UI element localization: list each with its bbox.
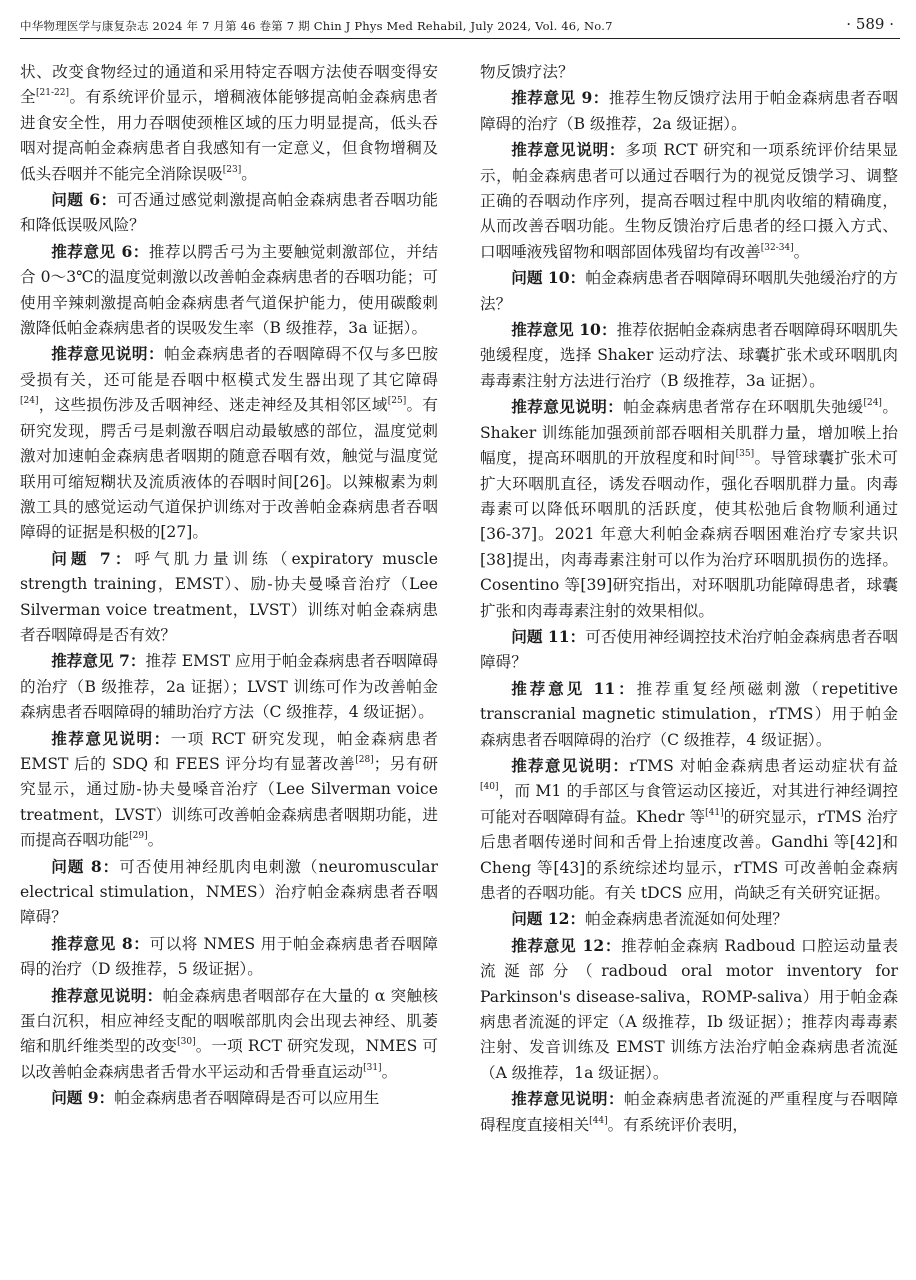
paragraph [480,137,898,265]
paragraph-text: 帕金森病患者常存在环咽肌失弛缓 [623,398,864,417]
paragraph [20,341,438,545]
paragraph [20,60,438,187]
paragraph-text: 推荐帕金森病 Radboud 口腔运动量表流涎部分（radboud oral motor inventory for Parkinson's disease-saliva，ROMP-saliva）用于帕金森病患者流涎的评定（A 级推荐，Ib 级证据）；推荐肉毒毒素注射、发音训练及 EMST 训练方法治疗帕金森病患者流涎（A 级推荐，1a 级证据）。 [480,936,898,1082]
citation-ref: [25] [387,396,407,407]
paragraph-text: 推荐 EMST 应用于帕金森病患者吞咽障碍的治疗（B 级推荐，2a 证据）；LVST 训练可作为改善帕金森病患者吞咽障碍的辅助治疗方法（C 级推荐，4 级证据）。 [20,652,438,722]
paragraph [20,1085,438,1111]
paragraph [480,624,898,676]
paragraph-text: 帕金森病患者吞咽障碍是否可以应用生 [114,1089,380,1108]
paragraph-text: 。一项 RCT 研究发现，NMES 可以改善帕金森病患者舌骨水平运动和舌骨垂直运动 [20,1037,438,1081]
paragraph-text: 状、改变食物经过的通道和采用特定吞咽方法使吞咽变得安全 [20,63,438,107]
left-column [20,60,438,1112]
paragraph [480,676,898,753]
paragraph-text: 。导管球囊扩张术可扩大环咽肌直径，诱发吞咽动作，强化吞咽肌群力量。肉毒毒素可以降低环咽肌的活跃度，使其松弛后食物顺利通过[36-37]。2021 年意大利帕金森病吞咽困难治疗专家共识[38]提出，肉毒毒素注射可以作为治疗环咽肌损伤的选择。Cosentino 等[39]研究指出，对环咽肌功能障碍患者，球囊扩张和肉毒毒素注射的效果相似。 [480,449,898,620]
paragraph-lead: 推荐意见说明： [511,140,626,160]
paragraph [480,394,898,624]
paragraph-lead: 问题 10： [511,268,586,288]
paragraph-lead: 推荐意见说明： [511,1089,625,1109]
paragraph-lead: 推荐意见说明： [51,344,165,364]
paragraph-lead: 问题 12： [511,909,586,929]
paragraph-lead: 问题 7： [51,548,135,568]
paragraph [480,933,898,1086]
paragraph [20,726,438,854]
paragraph-lead: 问题 9： [51,1088,115,1108]
paragraph-text: ，而 M1 的手部区与食管运动区接近，对其进行神经调控可能对吞咽障碍有益。Khedr 等 [480,782,898,826]
paragraph-lead: 推荐意见 9： [511,88,609,108]
paragraph [480,1086,898,1138]
paragraph-text: 帕金森病患者的吞咽障碍不仅与多巴胺受损有关，还可能是吞咽中枢模式发生器出现了其它障碍 [20,345,438,389]
paragraph [20,931,438,983]
paragraph-text: 推荐依据帕金森病患者吞咽障碍环咽肌失弛缓程度，选择 Shaker 运动疗法、球囊扩张术或环咽肌肉毒毒素注射方法进行治疗（B 级推荐，3a 证据）。 [480,321,898,390]
paragraph-lead: 推荐意见 12： [511,935,622,955]
paragraph-text: 。 [241,164,257,183]
citation-ref: [35] [735,449,755,460]
paragraph-text: 可否使用神经肌肉电刺激（neuromuscular electrical stimulation，NMES）治疗帕金森病患者吞咽障碍？ [20,857,438,927]
journal-info: 中华物理医学与康复杂志 2024 年 7 月第 46 卷第 7 期 Chin J Phys Med Rehabil, July 2024, Vol. 46, No.7 [20,19,613,33]
paragraph-lead: 推荐意见 11： [511,678,637,698]
citation-ref: [21-22] [36,88,70,99]
paragraph-text: 帕金森病患者吞咽障碍环咽肌失弛缓治疗的方法？ [480,269,898,313]
paragraph [480,265,898,317]
right-column [480,60,898,1138]
paragraph [480,906,898,932]
citation-ref: [32-34] [760,242,794,253]
paragraph [20,187,438,239]
running-header [20,14,900,39]
page-number: · 589 · [846,15,894,33]
paragraph-lead: 推荐意见说明： [51,985,163,1005]
paragraph-text: 。 [381,1062,398,1081]
citation-ref: [24] [863,398,882,409]
paragraph [20,983,438,1086]
paragraph-text: 帕金森病患者咽部存在大量的 α 突触核蛋白沉积，相应神经支配的咽喉部肌肉会出现去神经、肌萎缩和肌纤维类型的改变 [20,986,438,1056]
paragraph-lead: 问题 11： [511,626,586,646]
paragraph-text: 一项 RCT 研究发现，帕金森病患者 EMST 后的 SDQ 和 FEES 评分均有显著改善 [20,729,438,773]
paragraph-text: 。 [793,242,810,261]
citation-ref: [23] [222,164,242,175]
paragraph-text: 呼气肌力量训练（expiratory muscle strength training，EMST）、励-协夫曼嗓音治疗（Lee Silverman voice treatment，LVST）训练对帕金森病患者吞咽障碍是否有效？ [20,549,439,644]
paragraph-text: ，这些损伤涉及舌咽神经、迷走神经及其相邻区域 [38,396,388,415]
citation-ref: [29] [129,831,148,842]
paragraph-text: 多项 RCT 研究和一项系统评价结果显示，帕金森病患者可以通过吞咽行为的视觉反馈学习、调整正确的吞咽动作序列，提高吞咽过程中肌肉收缩的精确度，从而改善吞咽功能。生物反馈治疗后患者的经口摄入方式、口咽唾液残留物和咽部固体残留均有改善 [480,141,898,261]
paragraph [20,648,438,725]
paragraph-lead: 推荐意见说明： [511,755,630,775]
paragraph-text: 。有研究发现，腭舌弓是刺激吞咽启动最敏感的部位，温度觉刺激对加速帕金森病患者咽期的随意吞咽有效，触觉与温度觉联用可缩短糊状及流质液体的吞咽时间[26]。以辣椒素为刺激工具的感觉运动气道保护训练对于改善帕金森病患者吞咽障碍的证据是积极的[27]。 [20,396,438,542]
paragraph-text: 推荐重复经颅磁刺激（repetitive transcranial magnetic stimulation，rTMS）用于帕金森病患者吞咽障碍的治疗（C 级推荐，4 级证据）。 [480,679,898,749]
paragraph-lead: 问题 8： [51,856,120,876]
paragraph-text: 。有系统评价表明， [607,1115,749,1134]
paragraph [20,854,438,931]
paragraph-text: 可否通过感觉刺激提高帕金森病患者吞咽功能和降低误吸风险？ [20,191,438,235]
paragraph-text: 的研究显示，rTMS 治疗后患者咽传递时间和舌骨上抬速度改善。Gandhi 等[42]和 Cheng 等[43]的系统综述均显示，rTMS 可改善帕金森病患者的吞咽功能。有关 tDCS 应用，尚缺乏有关研究证据。 [480,807,898,902]
paragraph-text: 。 [147,831,164,850]
citation-ref: [31] [363,1062,382,1073]
paragraph-text: 物反馈疗法？ [480,63,574,81]
paragraph-lead: 推荐意见 6： [51,241,149,261]
paragraph-lead: 推荐意见 8： [51,933,150,953]
paragraph-lead: 推荐意见 10： [511,320,617,340]
paragraph-text: 。有系统评价显示，增稠液体能够提高帕金森病患者进食安全性，用力吞咽使颈椎区域的压力明显提高，低头吞咽对提高帕金森病患者自我感知有一定意义，但食物增稠及低头吞咽并不能完全消除误吸 [20,88,438,183]
paragraph [20,546,438,649]
paragraph-text: 可以将 NMES 用于帕金森病患者吞咽障碍的治疗（D 级推荐，5 级证据）。 [20,934,439,979]
citation-ref: [40] [480,782,499,793]
citation-ref: [24] [20,396,39,407]
paragraph-lead: 推荐意见说明： [511,397,624,417]
citation-ref: [44] [589,1115,608,1126]
paragraph-text: 帕金森病患者流涎的严重程度与吞咽障碍程度直接相关 [480,1090,898,1134]
paragraph-text: 帕金森病患者流涎如何处理？ [585,910,788,929]
paragraph-text: rTMS 对帕金森病患者运动症状有益 [629,756,898,775]
paragraph [480,85,898,137]
paragraph-text: 。Shaker 训练能加强颈前部吞咽相关肌群力量，增加喉上抬幅度，提高环咽肌的开放程度和时间 [480,398,898,468]
citation-ref: [41] [705,807,724,818]
paragraph-text: ；另有研究显示，通过励-协夫曼嗓音治疗（Lee Silverman voice treatment，LVST）训练可改善帕金森病患者咽期功能，进而提高吞咽功能 [20,754,438,850]
paragraph [480,753,898,906]
citation-ref: [28] [355,754,374,765]
paragraph [480,317,898,394]
paragraph-lead: 问题 6： [51,190,117,210]
paragraph-text: 推荐以腭舌弓为主要触觉刺激部位，并结合 0～3℃的温度觉刺激以改善帕金森病患者的吞咽功能；可使用辛辣刺激提高帕金森病患者气道保护能力，使用碳酸刺激降低帕金森病患者的误吸发生率（B 级推荐，3a 证据）。 [20,242,438,338]
paragraph-text: 推荐生物反馈疗法用于帕金森病患者吞咽障碍的治疗（B 级推荐，2a 级证据）。 [480,89,898,133]
paragraph-text: 可否使用神经调控技术治疗帕金森病患者吞咽障碍？ [480,627,898,672]
citation-ref: [30] [177,1037,196,1048]
paragraph [480,60,898,85]
paragraph [20,239,438,342]
paragraph-lead: 推荐意见 7： [51,651,146,671]
paragraph-lead: 推荐意见说明： [51,728,171,748]
